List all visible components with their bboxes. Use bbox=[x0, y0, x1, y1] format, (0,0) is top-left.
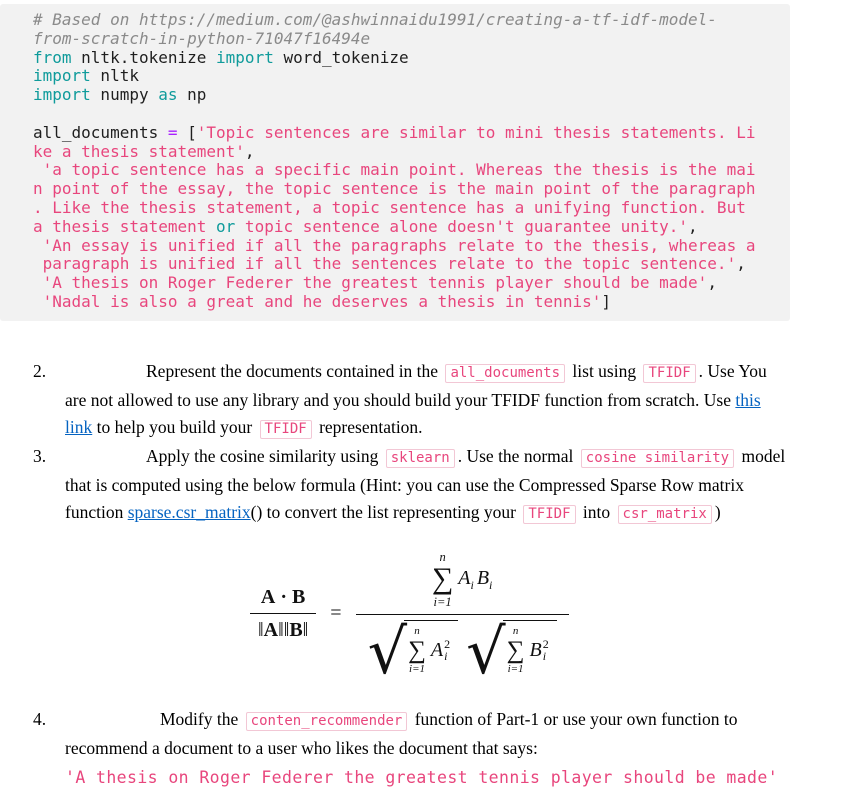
text-run: ) bbox=[714, 501, 721, 522]
item-number: 3. bbox=[33, 445, 47, 466]
code-token: ] bbox=[601, 291, 611, 311]
inline-code-chip: all_documents bbox=[445, 364, 565, 383]
text-run: function of Part-1 or use your own function to recommend a document to a user who likes the document that says: bbox=[65, 708, 738, 758]
vector-A: A bbox=[263, 619, 279, 642]
code-token bbox=[33, 160, 43, 179]
code-token: np bbox=[177, 85, 207, 105]
text-run: Modify the bbox=[160, 708, 243, 729]
inline-code-chip: TFIDF bbox=[260, 420, 312, 439]
code-line bbox=[33, 30, 790, 49]
code-token: 'A thesis on Roger Federer the greatest tennis player should be made' bbox=[42, 273, 708, 293]
formula-lhs-fraction bbox=[250, 586, 316, 641]
code-line bbox=[33, 161, 790, 180]
question-3-paragraph bbox=[65, 443, 790, 528]
list-item-question-3 bbox=[33, 443, 790, 689]
code-line bbox=[33, 199, 790, 218]
list-item-question-2 bbox=[33, 358, 790, 443]
code-token: numpy bbox=[90, 85, 159, 105]
text-run: representation. bbox=[314, 416, 423, 437]
item-number: 2. bbox=[33, 360, 47, 381]
code-line bbox=[33, 293, 790, 312]
formula-rhs-fraction bbox=[356, 549, 569, 689]
code-line bbox=[33, 67, 790, 86]
vector-B: B bbox=[292, 586, 306, 609]
norm-denominator bbox=[250, 613, 316, 641]
code-token: import bbox=[33, 85, 91, 105]
norm-bar: ‖ bbox=[283, 619, 290, 642]
code-token: as bbox=[158, 85, 178, 105]
code-line bbox=[33, 180, 790, 199]
code-token: import bbox=[216, 47, 274, 67]
code-token: . Like the thesis statement, a topic sentence has a unifying function. But bbox=[33, 197, 746, 217]
code-token: ke a thesis statement' bbox=[33, 141, 245, 161]
code-token: 'Nadal is also a great and he deserves a thesis in tennis' bbox=[42, 291, 602, 311]
inline-code-chip: csr_matrix bbox=[618, 505, 712, 524]
radical-sign: √ bbox=[367, 615, 408, 689]
code-token: , bbox=[707, 273, 717, 293]
summation-symbol: n ∑ i=1 bbox=[431, 549, 454, 609]
sum-numerator bbox=[424, 550, 501, 614]
text-run: model that is computed using the below formula (Hint: you can use the Compressed Sparse Row matrix function bbox=[65, 445, 786, 522]
code-token: , bbox=[736, 254, 746, 274]
code-token: nltk bbox=[90, 66, 139, 86]
code-line bbox=[33, 143, 790, 162]
summation-symbol: n ∑ i=1 bbox=[408, 625, 426, 676]
code-line bbox=[33, 86, 790, 105]
python-code-block bbox=[0, 4, 790, 321]
list-item-question-4 bbox=[33, 706, 790, 791]
code-token: , bbox=[244, 141, 255, 161]
text-run: Apply the cosine similarity using bbox=[146, 445, 383, 466]
code-line bbox=[33, 218, 790, 237]
inline-code-chip: sklearn bbox=[386, 449, 455, 468]
dot-operator: · bbox=[280, 586, 288, 609]
code-token bbox=[33, 236, 43, 255]
code-token: a thesis statement bbox=[33, 216, 217, 236]
code-token: word_tokenize bbox=[273, 47, 409, 67]
norm-bar: ‖ bbox=[258, 619, 264, 642]
code-token: # Based on https://medium.com/@ashwinnaidu1991/creating-a-tf-idf-model- bbox=[33, 10, 717, 29]
document-page bbox=[0, 4, 843, 809]
question-list bbox=[33, 358, 790, 791]
inline-code-chip: cosine similarity bbox=[581, 449, 734, 468]
inline-code-chip: TFIDF bbox=[643, 364, 695, 383]
code-line bbox=[33, 124, 790, 143]
code-token: 'An essay is unified if all the paragraphs relate to the thesis, whereas a bbox=[42, 235, 756, 255]
code-token: [ bbox=[177, 122, 197, 142]
norm-bar: ‖ bbox=[302, 619, 309, 642]
sqrt-sum-B-squared: √ n ∑ i=1 B 2 i bbox=[466, 620, 557, 678]
sqrt-denominator bbox=[356, 614, 569, 689]
norm-bar: ‖ bbox=[278, 619, 284, 642]
text-run: to help you build your bbox=[92, 416, 257, 437]
inline-code-chip: conten_recommender bbox=[246, 712, 408, 731]
code-token: from bbox=[33, 47, 72, 67]
code-token: nltk.tokenize bbox=[71, 47, 217, 67]
text-hyperlink[interactable]: this link bbox=[65, 389, 761, 437]
code-token: 'Topic sentences are similar to mini thesis statements. Li bbox=[196, 122, 756, 142]
text-hyperlink[interactable]: sparse.csr_matrix bbox=[127, 501, 251, 522]
code-token: topic sentence alone doesn't guarantee unity.' bbox=[235, 216, 689, 236]
text-run: . Use the normal bbox=[457, 445, 578, 466]
code-token: 'a topic sentence has a specific main point. Whereas the thesis is the mai bbox=[42, 160, 756, 180]
text-run: () to convert the list representing your bbox=[250, 501, 521, 522]
code-line bbox=[33, 11, 790, 30]
code-token: paragraph is unified if all the sentences relate to the topic sentence.' bbox=[33, 254, 737, 274]
quoted-document-string: 'A thesis on Roger Federer the greatest tennis player should be made' bbox=[65, 767, 779, 787]
summation-symbol: n ∑ i=1 bbox=[506, 625, 525, 676]
summand-AiBi: $A_i$ $B_i$ bbox=[458, 566, 493, 592]
equals-sign: = bbox=[330, 602, 342, 625]
text-run: Represent the documents contained in the bbox=[146, 360, 443, 381]
code-line bbox=[33, 255, 790, 274]
question-2-paragraph bbox=[65, 358, 790, 443]
code-line bbox=[33, 49, 790, 68]
text-run: into bbox=[578, 501, 615, 522]
question-4-paragraph bbox=[65, 706, 790, 762]
cosine-similarity-formula bbox=[250, 549, 569, 689]
code-token: , bbox=[688, 216, 698, 236]
code-token: = bbox=[167, 122, 178, 142]
item-number: 4. bbox=[33, 708, 47, 729]
code-token bbox=[33, 273, 43, 292]
text-run: list using bbox=[568, 360, 641, 381]
inline-code-chip: TFIDF bbox=[523, 505, 575, 524]
code-line bbox=[33, 274, 790, 293]
sqrt-sum-A-squared: √ n ∑ i=1 A 2 i bbox=[368, 620, 459, 678]
code-line bbox=[33, 237, 790, 256]
code-token: or bbox=[216, 216, 236, 236]
code-token: n point of the essay, the topic sentence is the main point of the paragraph bbox=[33, 179, 756, 199]
code-token: import bbox=[33, 66, 91, 86]
text-run: . Use You are not allowed to use any library and you should build your TFIDF function from scratch. Use bbox=[65, 360, 767, 410]
dot-product-numerator bbox=[253, 586, 313, 613]
code-token: all_documents bbox=[33, 122, 168, 142]
code-token bbox=[33, 292, 43, 311]
code-line bbox=[33, 105, 790, 124]
vector-A: A bbox=[260, 586, 276, 609]
radical-sign: √ bbox=[466, 615, 506, 689]
vector-B: B bbox=[289, 619, 303, 642]
code-token: from-scratch-in-python-71047f16494e bbox=[33, 28, 371, 48]
